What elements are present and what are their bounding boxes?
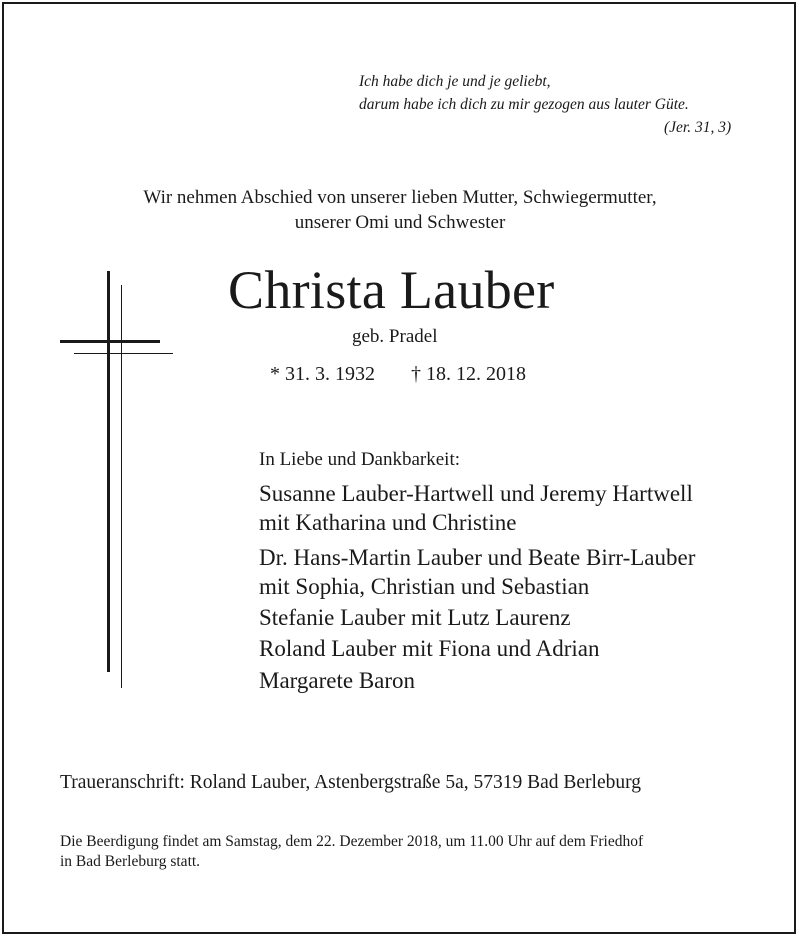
intro-line-2: unserer Omi und Schwester	[294, 212, 506, 233]
mourner-line: Margarete Baron	[259, 668, 416, 693]
mourner-line: mit Katharina und Christine	[259, 510, 517, 535]
mourner-line: Susanne Lauber-Hartwell und Jeremy Hartwell	[259, 481, 693, 506]
funeral-info-line-2: in Bad Berleburg statt.	[60, 853, 201, 870]
birth-date: * 31. 3. 1932	[270, 363, 375, 385]
mourner-line: Roland Lauber mit Fiona und Adrian	[259, 636, 600, 661]
mourning-address: Traueranschrift: Roland Lauber, Astenbergstraße 5a, 57319 Bad Berleburg	[60, 772, 642, 793]
quote-line-1: Ich habe dich je und je geliebt,	[359, 73, 551, 90]
quote-source: (Jer. 31, 3)	[664, 119, 732, 136]
mourners-label: In Liebe und Dankbarkeit:	[259, 449, 461, 470]
mourner-line: Stefanie Lauber mit Lutz Laurenz	[259, 605, 571, 630]
death-date: † 18. 12. 2018	[411, 363, 526, 385]
mourner-line: Dr. Hans-Martin Lauber und Beate Birr-Lauber	[259, 545, 696, 570]
mourner-line: mit Sophia, Christian und Sebastian	[259, 574, 590, 599]
funeral-info-line-1: Die Beerdigung findet am Samstag, dem 22. Dezember 2018, um 11.00 Uhr auf dem Friedhof	[60, 833, 644, 850]
birth-name: geb. Pradel	[352, 326, 438, 347]
intro-line-1: Wir nehmen Abschied von unserer lieben Mutter, Schwiegermutter,	[143, 187, 657, 208]
quote-line-2: darum habe ich dich zu mir gezogen aus lauter Güte.	[359, 96, 689, 113]
deceased-name: Christa Lauber	[228, 260, 555, 320]
